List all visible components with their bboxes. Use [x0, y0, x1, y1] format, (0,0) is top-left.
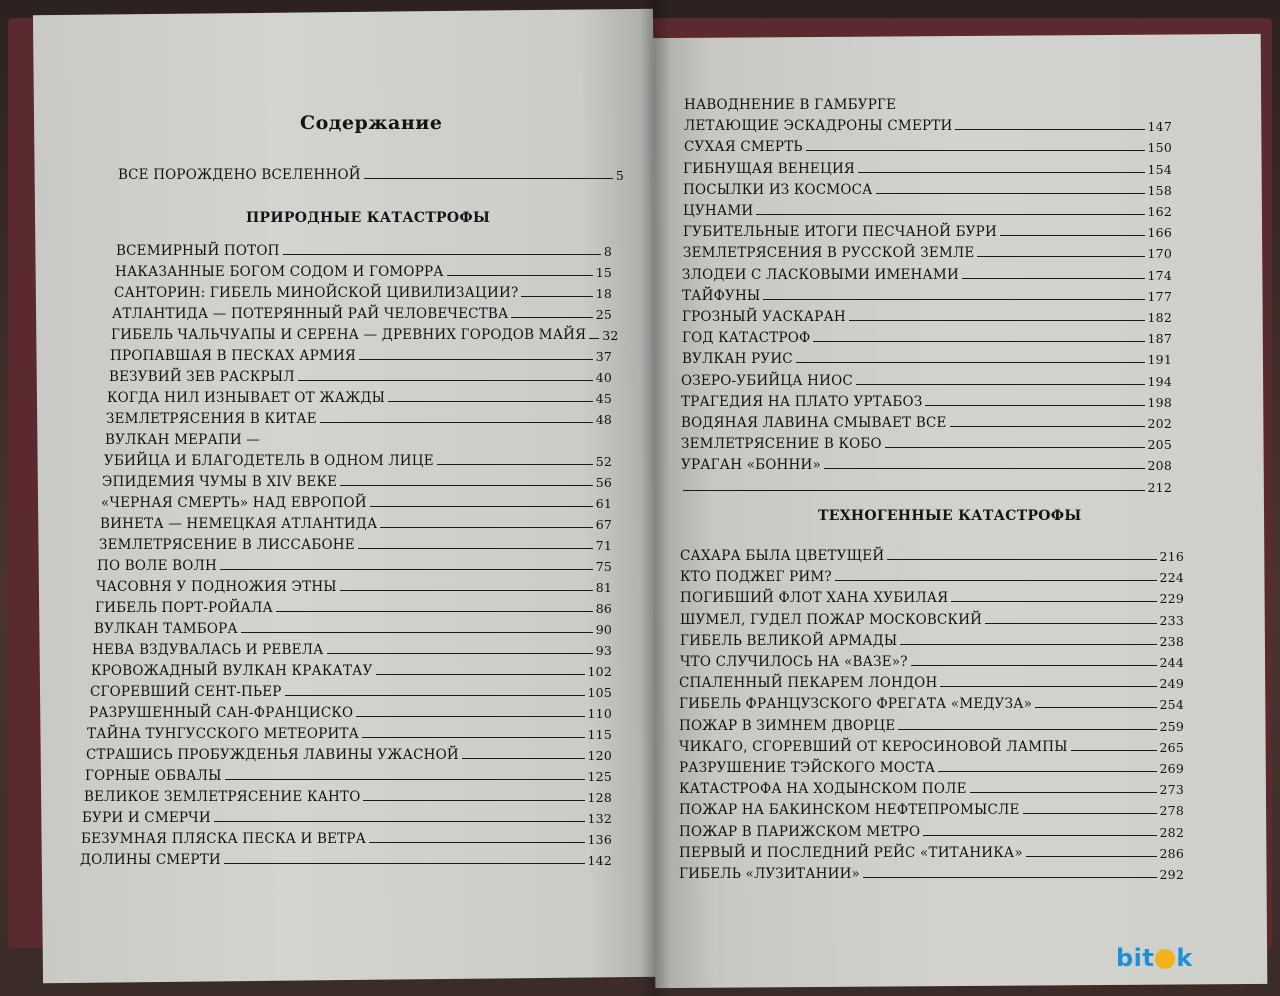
toc-entry-page: 244: [1159, 655, 1184, 670]
leader-line: [970, 792, 1157, 793]
toc-entry-page: 202: [1147, 416, 1172, 431]
leader-line: [220, 569, 593, 570]
toc-entry-title: «ЧЕРНАЯ СМЕРТЬ» НАД ЕВРОПОЙ: [101, 495, 367, 511]
toc-entry-page: 191: [1147, 352, 1172, 368]
toc-entry-title: ВУЛКАН ТАМБОРА: [94, 621, 238, 637]
toc-entry-page: 18: [595, 286, 612, 301]
toc-entry-page: 229: [1159, 591, 1184, 607]
toc-entry-title: НЕВА ВЗДУВАЛАСЬ И РЕВЕЛА: [92, 642, 324, 658]
toc-entry-page: 90: [595, 622, 612, 637]
toc-entry: [680, 474, 1172, 495]
leader-line: [796, 362, 1145, 363]
toc-entry: [91, 658, 612, 679]
toc-entry-title: ВЕЗУВИЙ ЗЕВ РАСКРЫЛ: [109, 369, 295, 385]
toc-entry-page: 212: [1147, 479, 1172, 495]
toc-entry: [680, 649, 1184, 670]
toc-entry-page: 278: [1159, 803, 1184, 819]
toc-entry: [680, 628, 1184, 649]
leader-line: [356, 716, 584, 717]
toc-entry-title: ЛЕТАЮЩИЕ ЭСКАДРОНЫ СМЕРТИ: [684, 118, 953, 135]
toc-entry: [684, 92, 1172, 113]
toc-entry-title: АТЛАНТИДА — ПОТЕРЯННЫЙ РАЙ ЧЕЛОВЕЧЕСТВА: [112, 306, 509, 322]
toc-entry-page: 52: [595, 454, 612, 469]
leader-line: [938, 771, 1156, 772]
leader-line: [824, 468, 1145, 469]
toc-entry: [104, 448, 612, 469]
toc-entry-page: 216: [1159, 549, 1184, 564]
leader-line: [856, 384, 1145, 385]
toc-entry: [105, 427, 612, 448]
toc-entry-title: БЕЗУМНАЯ ПЛЯСКА ПЕСКА И ВЕТРА: [81, 831, 367, 847]
leader-line: [756, 214, 1144, 215]
leader-line: [298, 380, 593, 381]
toc-entry-title: САНТОРИН: ГИБЕЛЬ МИНОЙСКОЙ ЦИВИЛИЗАЦИИ?: [114, 285, 519, 301]
toc-entry: [682, 262, 1172, 283]
watermark-logo: [1116, 944, 1256, 980]
toc-entry: [681, 368, 1172, 389]
toc-entry-title: ПОГИБШИЙ ФЛОТ ХАНА ХУБИЛАЯ: [680, 590, 949, 607]
leader-line: [437, 464, 593, 465]
leader-line: [977, 256, 1144, 257]
toc-entry-page: 15: [595, 265, 612, 280]
toc-entry-title: КОГДА НИЛ ИЗНЫВАЕТ ОТ ЖАЖДЫ: [107, 390, 386, 406]
toc-entry: [101, 490, 612, 511]
toc-entry-page: 238: [1159, 633, 1184, 649]
leader-line: [320, 422, 593, 423]
toc-entry: [116, 238, 612, 259]
toc-entry-title: СГОРЕВШИЙ СЕНТ-ПЬЕР: [90, 684, 282, 700]
toc-entry-title: ЗЕМЛЕТРЯСЕНИЕ В КОБО: [681, 436, 882, 453]
toc-entry: [683, 156, 1172, 177]
toc-entry-intro: [118, 162, 624, 183]
toc-entry-title: ГИБЕЛЬ «ЛУЗИТАНИИ»: [679, 866, 861, 882]
leader-line: [887, 559, 1156, 560]
toc-entry-title: ЗЕМЛЕТРЯСЕНИЯ В РУССКОЙ ЗЕМЛЕ: [683, 245, 975, 262]
toc-entry: [107, 385, 612, 406]
toc-entry-title: СУХАЯ СМЕРТЬ: [684, 139, 803, 156]
leader-line: [940, 686, 1156, 687]
toc-entry-page: 205: [1147, 437, 1172, 453]
toc-entry: [95, 595, 612, 616]
toc-entry-page: 132: [587, 811, 612, 826]
toc-entry-title: ПЕРВЫЙ И ПОСЛЕДНИЙ РЕЙС «ТИТАНИКА»: [679, 844, 1023, 861]
toc-entry-page: 81: [595, 580, 612, 595]
leader-line: [806, 150, 1145, 151]
toc-entry-title: ЧАСОВНЯ У ПОДНОЖИЯ ЭТНЫ: [96, 579, 337, 595]
toc-entry: [115, 259, 612, 280]
toc-entry-page: 125: [587, 769, 612, 784]
toc-entry-title: ТРАГЕДИЯ НА ПЛАТО УРТАБОЗ: [681, 393, 923, 410]
leader-line: [447, 275, 593, 276]
toc-entry-title: БУРИ И СМЕРЧИ: [82, 810, 211, 826]
toc-entry-title: ЗЛОДЕИ С ЛАСКОВЫМИ ИМЕНАМИ: [682, 266, 959, 283]
toc-entry: [681, 410, 1172, 431]
toc-entry: [680, 585, 1184, 606]
toc-entry: [683, 240, 1172, 261]
toc-entry-page: 86: [595, 601, 612, 616]
leader-line: [388, 401, 593, 402]
toc-entry-page: 147: [1147, 119, 1172, 135]
toc-entry: [679, 691, 1184, 712]
toc-entry-title: ЗЕМЛЕТРЯСЕНИЕ В ЛИССАБОНЕ: [99, 537, 355, 553]
leader-line: [876, 193, 1145, 194]
toc-entry-page: 182: [1147, 310, 1172, 325]
leader-line: [1035, 707, 1156, 708]
toc-entry-title: ГИБЕЛЬ ЧАЛЬЧУАПЫ И СЕРЕНА — ДРЕВНИХ ГОРОДОВ МАЙЯ: [111, 327, 587, 343]
toc-entry: [109, 364, 612, 385]
toc-entry-page: 71: [595, 538, 612, 553]
toc-entry-page: 32: [602, 328, 619, 343]
toc-entry: [81, 826, 612, 847]
toc-entry: [683, 177, 1172, 198]
leader-line: [380, 527, 592, 528]
toc-entry-page: 282: [1159, 824, 1184, 840]
toc-entry: [679, 861, 1184, 882]
toc-entry-title: ГИБНУЩАЯ ВЕНЕЦИЯ: [683, 160, 856, 177]
toc-entry: [114, 280, 612, 301]
leader-line: [225, 779, 585, 780]
leader-line: [849, 320, 1145, 321]
leader-line: [241, 632, 593, 633]
leader-line: [835, 580, 1157, 581]
toc-entry-page: 5: [615, 168, 624, 183]
toc-entry-title: ДОЛИНЫ СМЕРТИ: [80, 852, 221, 868]
leader-line: [1026, 856, 1157, 857]
toc-entry: [679, 713, 1184, 734]
toc-entry-page: 25: [595, 307, 612, 322]
toc-entry: [679, 670, 1184, 691]
toc-entry-page: 177: [1147, 288, 1172, 304]
toc-entry: [80, 847, 612, 868]
leader-line: [340, 590, 593, 591]
toc-entry-title: ВЕЛИКОЕ ЗЕМЛЕТРЯСЕНИЕ КАНТО: [84, 789, 361, 805]
toc-entry: [82, 805, 612, 826]
book-gutter: [640, 0, 670, 996]
leader-line: [369, 842, 584, 843]
leader-line: [327, 653, 593, 654]
toc-entry-title: ГИБЕЛЬ ПОРТ-РОЙАЛА: [95, 600, 273, 616]
toc-entry-page: 45: [595, 391, 612, 406]
toc-entry: [106, 406, 612, 427]
toc-entry-title: САХАРА БЫЛА ЦВЕТУЩЕЙ: [680, 548, 885, 564]
toc-entry-page: 8: [603, 244, 612, 259]
toc-entry-title: ПРОПАВШАЯ В ПЕСКАХ АРМИЯ: [110, 348, 357, 364]
toc-entry-title: КАТАСТРОФА НА ХОДЫНСКОМ ПОЛЕ: [679, 781, 967, 798]
toc-entry-title: РАЗРУШЕННЫЙ САН-ФРАНЦИСКО: [89, 705, 354, 721]
toc-entry-title: УРАГАН «БОННИ»: [681, 457, 821, 474]
toc-entry-page: 198: [1147, 394, 1172, 410]
section-heading-natural: ПРИРОДНЫЕ КАТАСТРОФЫ: [246, 210, 491, 226]
toc-entry-page: 75: [595, 559, 612, 574]
toc-entry: [679, 734, 1184, 755]
toc-entry-page: 208: [1147, 458, 1172, 474]
leader-line: [283, 254, 601, 255]
leader-line: [813, 341, 1144, 342]
toc-entry-title: ПО ВОЛЕ ВОЛН: [97, 558, 217, 574]
toc-entry-title: ОЗЕРО-УБИЙЦА НИОС: [681, 372, 853, 389]
leader-line: [955, 129, 1144, 130]
toc-entry-page: 142: [587, 853, 612, 868]
toc-entry-title: ТАЙНА ТУНГУССКОГО МЕТЕОРИТА: [87, 726, 360, 742]
toc-entry-page: 187: [1147, 331, 1172, 347]
leader-line: [763, 299, 1144, 300]
toc-entry: [683, 198, 1172, 219]
toc-entry: [99, 532, 612, 553]
toc-entry: [681, 389, 1172, 410]
toc-entry-title: КТО ПОДЖЕГ РИМ?: [680, 569, 832, 586]
toc-entry-title: ЧТО СЛУЧИЛОСЬ НА «ВАЗЕ»?: [680, 654, 908, 670]
leader-line: [1023, 813, 1157, 814]
leader-line: [511, 317, 592, 318]
toc-entry: [680, 564, 1184, 585]
toc-entry: [679, 840, 1184, 861]
leader-line: [911, 665, 1157, 666]
toc-entry-title: ПОСЫЛКИ ИЗ КОСМОСА: [683, 181, 873, 198]
leader-line: [858, 172, 1144, 173]
toc-entry-title: ВСЕМИРНЫЙ ПОТОП: [116, 243, 280, 259]
leader-line: [900, 644, 1156, 645]
toc-entry-page: 166: [1147, 225, 1172, 241]
watermark-text-after: k: [1176, 944, 1193, 972]
toc-entry-page: 254: [1159, 697, 1184, 713]
toc-entry: [96, 574, 612, 595]
toc-entry-page: 162: [1147, 204, 1172, 219]
toc-entry-page: 67: [595, 517, 612, 532]
leader-line: [462, 758, 585, 759]
toc-entry-title: ГИБЕЛЬ ФРАНЦУЗСКОГО ФРЕГАТА «МЕДУЗА»: [679, 696, 1033, 713]
toc-entry: [110, 343, 612, 364]
toc-entry-page: 224: [1159, 570, 1184, 586]
toc-entry-page: 136: [587, 832, 612, 847]
toc-entry-page: 286: [1159, 845, 1184, 861]
leader-line: [363, 800, 584, 801]
toc-entry-page: 93: [595, 643, 612, 658]
leader-line: [950, 426, 1145, 427]
leader-line: [521, 296, 592, 297]
toc-entry: [682, 304, 1172, 325]
toc-entry-title: ГИБЕЛЬ ВЕЛИКОЙ АРМАДЫ: [680, 632, 898, 649]
leader-line: [683, 490, 1145, 491]
toc-entry-page: 61: [595, 496, 612, 511]
toc-entry-title: СТРАШИСЬ ПРОБУЖДЕНЬЯ ЛАВИНЫ УЖАСНОЙ: [86, 747, 459, 763]
leader-line: [359, 359, 593, 360]
toc-entry-page: 150: [1147, 140, 1172, 156]
watermark-dot-icon: [1155, 949, 1175, 969]
toc-entry: [684, 134, 1172, 155]
toc-entry-title: ПОЖАР В ЗИМНЕМ ДВОРЦЕ: [679, 717, 896, 734]
toc-entry-title: ВОДЯНАЯ ЛАВИНА СМЫВАЕТ ВСЕ: [681, 415, 947, 431]
toc-entry: [90, 679, 612, 700]
toc-entry-page: 120: [587, 748, 612, 763]
leader-line: [589, 338, 599, 339]
toc-entry-page: 154: [1147, 161, 1172, 177]
leader-line: [224, 863, 585, 864]
leader-line: [1000, 235, 1145, 236]
toc-entry-page: 48: [595, 412, 612, 427]
toc-entry-page: 102: [587, 664, 612, 679]
toc-entry-page: 128: [587, 790, 612, 805]
leader-line: [364, 178, 613, 179]
toc-entry: [86, 742, 612, 763]
toc-entry-title: ВУЛКАН МЕРАПИ —: [105, 432, 261, 448]
toc-entry-title: ЦУНАМИ: [683, 203, 754, 219]
toc-entry: [679, 755, 1184, 776]
toc-entry-title: СПАЛЕННЫЙ ПЕКАРЕМ ЛОНДОН: [679, 675, 938, 692]
toc-entry-title: ВСЕ ПОРОЖДЕНО ВСЕЛЕННОЙ: [118, 167, 361, 183]
toc-entry-title: ТАЙФУНЫ: [682, 287, 761, 304]
toc-entry-page: 40: [595, 370, 612, 385]
toc-entry: [94, 616, 612, 637]
section-heading-technogenic: ТЕХНОГЕННЫЕ КАТАСТРОФЫ: [818, 508, 1082, 524]
leader-line: [898, 729, 1156, 730]
toc-entry: [679, 797, 1184, 818]
leader-line: [985, 623, 1156, 624]
toc-entry-title: УБИЙЦА И БЛАГОДЕТЕЛЬ В ОДНОМ ЛИЦЕ: [104, 453, 434, 469]
toc-entry: [89, 700, 612, 721]
leader-line: [362, 737, 584, 738]
toc-entry-page: 269: [1159, 761, 1184, 776]
toc-entry-page: 158: [1147, 182, 1172, 198]
leader-line: [340, 485, 593, 486]
leader-line: [962, 278, 1145, 279]
toc-entry: [682, 346, 1172, 367]
toc-entry: [680, 543, 1184, 564]
toc-entry-page: 259: [1159, 718, 1184, 734]
toc-entry: [97, 553, 612, 574]
toc-entry: [682, 283, 1172, 304]
toc-entry: [679, 819, 1184, 840]
toc-entry-title: КРОВОЖАДНЫЙ ВУЛКАН КРАКАТАУ: [91, 663, 373, 679]
toc-entry-title: ЭПИДЕМИЯ ЧУМЫ В XIV ВЕКЕ: [102, 474, 338, 490]
toc-entry: [681, 431, 1172, 452]
toc-entry-page: 249: [1159, 676, 1184, 692]
leader-line: [376, 674, 585, 675]
toc-entry-title: НАВОДНЕНИЕ В ГАМБУРГЕ: [684, 97, 897, 113]
toc-entry-title: ГРОЗНЫЙ УАСКАРАН: [682, 309, 846, 325]
toc-entry-title: ШУМЕЛ, ГУДЕЛ ПОЖАР МОСКОВСКИЙ: [680, 611, 983, 628]
toc-entry: [111, 322, 619, 343]
toc-entry-title: ПОЖАР В ПАРИЖСКОМ МЕТРО: [679, 823, 921, 840]
toc-entry: [84, 784, 612, 805]
leader-line: [923, 835, 1156, 836]
toc-entry: [112, 301, 612, 322]
leader-line: [1071, 750, 1157, 751]
toc-entry-page: 115: [587, 727, 612, 742]
toc-entry-title: ВИНЕТА — НЕМЕЦКАЯ АТЛАНТИДА: [100, 516, 378, 532]
toc-entry: [681, 452, 1172, 473]
leader-line: [214, 821, 585, 822]
toc-entry-title: РАЗРУШЕНИЕ ТЭЙСКОГО МОСТА: [679, 760, 936, 776]
toc-entry: [92, 637, 612, 658]
watermark-text-before: bit: [1116, 944, 1155, 972]
leader-line: [863, 877, 1157, 878]
toc-entry-title: ЗЕМЛЕТРЯСЕНИЯ В КИТАЕ: [106, 411, 317, 427]
page-title: Содержание: [300, 112, 443, 134]
toc-entry-title: ПОЖАР НА БАКИНСКОМ НЕФТЕПРОМЫСЛЕ: [679, 802, 1020, 819]
leader-line: [358, 548, 593, 549]
leader-line: [370, 506, 593, 507]
toc-entry-page: 265: [1159, 739, 1184, 755]
toc-entry: [87, 721, 612, 742]
toc-entry-page: 170: [1147, 246, 1172, 262]
toc-entry-title: ГОРНЫЕ ОБВАЛЫ: [85, 768, 222, 784]
leader-line: [885, 447, 1145, 448]
toc-entry: [100, 511, 612, 532]
toc-entry-page: 56: [595, 475, 612, 490]
toc-entry-title: ГУБИТЕЛЬНЫЕ ИТОГИ ПЕСЧАНОЙ БУРИ: [683, 224, 997, 241]
toc-entry-page: 233: [1159, 612, 1184, 628]
toc-entry-page: 37: [595, 349, 612, 364]
toc-entry-page: 273: [1159, 782, 1184, 798]
toc-entry: [680, 607, 1184, 628]
leader-line: [951, 601, 1156, 602]
toc-entry-title: НАКАЗАННЫЕ БОГОМ СОДОМ И ГОМОРРА: [115, 264, 444, 280]
toc-entry-page: 194: [1147, 373, 1172, 389]
leader-line: [285, 695, 585, 696]
toc-entry-page: 174: [1147, 267, 1172, 283]
toc-entry: [102, 469, 612, 490]
toc-entry-page: 105: [587, 685, 612, 700]
toc-entry-title: ВУЛКАН РУИС: [682, 351, 793, 368]
toc-entry: [684, 113, 1172, 134]
toc-entry: [85, 763, 612, 784]
toc-entry-page: 292: [1159, 867, 1184, 882]
leader-line: [276, 611, 593, 612]
toc-entry-title: ГОД КАТАСТРОФ: [682, 330, 811, 347]
toc-entry: [682, 325, 1172, 346]
toc-entry-page: 110: [587, 706, 612, 721]
toc-entry: [679, 776, 1184, 797]
leader-line: [925, 405, 1144, 406]
toc-entry-title: ЧИКАГО, СГОРЕВШИЙ ОТ КЕРОСИНОВОЙ ЛАМПЫ: [679, 738, 1068, 755]
toc-entry: [683, 219, 1172, 240]
